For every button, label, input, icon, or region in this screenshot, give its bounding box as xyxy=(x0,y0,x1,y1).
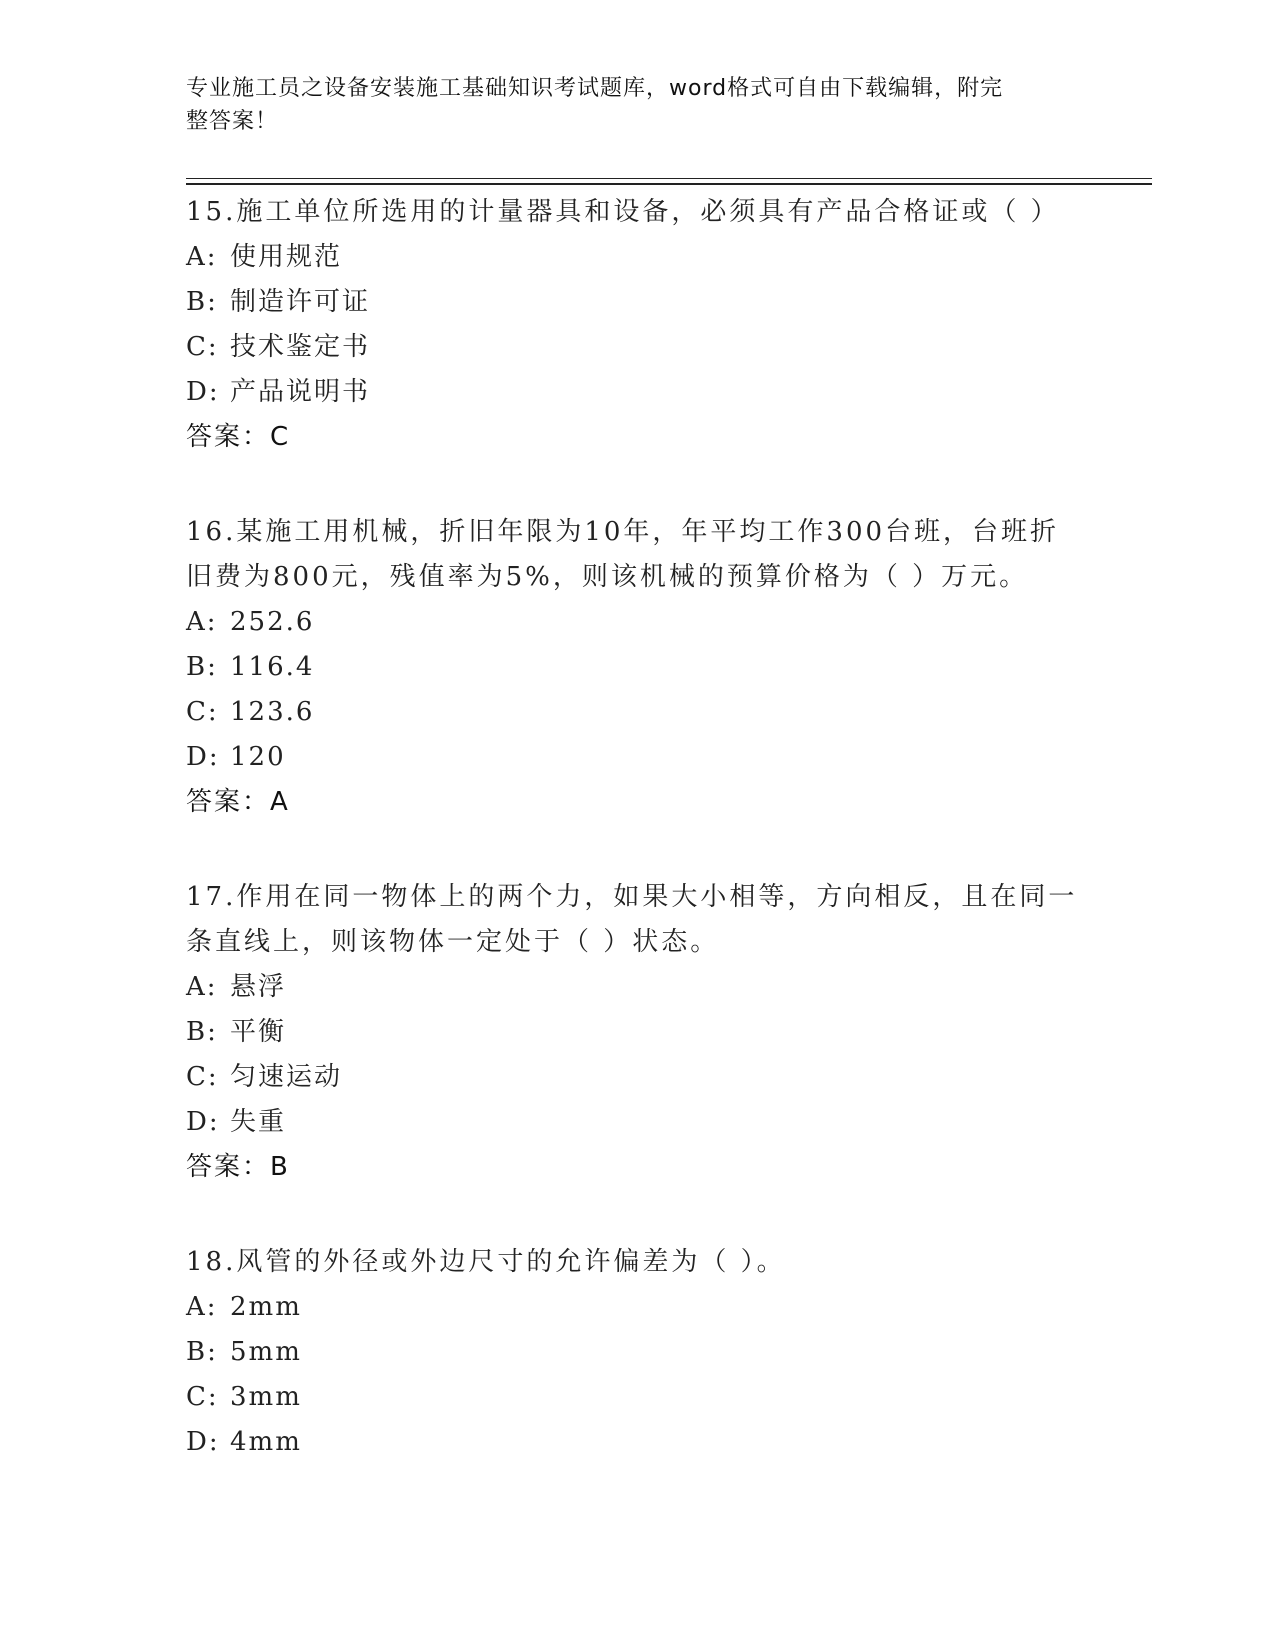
question-17 xyxy=(186,875,1086,1190)
question-list xyxy=(186,190,1086,1515)
option-a xyxy=(186,1285,1086,1330)
option-letter: A: xyxy=(186,972,218,1002)
option-b xyxy=(186,280,1086,325)
option-letter: B: xyxy=(186,652,218,682)
header-divider-thin xyxy=(186,178,1152,179)
option-a xyxy=(186,235,1086,280)
option-d xyxy=(186,1100,1086,1145)
option-c xyxy=(186,325,1086,370)
option-letter: A: xyxy=(186,242,218,272)
option-text: 2mm xyxy=(230,1292,302,1322)
question-15 xyxy=(186,190,1086,460)
answer-line: 答案：B xyxy=(186,1152,290,1182)
option-d xyxy=(186,370,1086,415)
option-c xyxy=(186,690,1086,735)
question-text: 17.作用在同一物体上的两个力，如果大小相等，方向相反，且在同一条直线上，则该物体一定处于（ ）状态。 xyxy=(186,882,1078,957)
option-text: 116.4 xyxy=(230,652,315,682)
option-text: 失重 xyxy=(230,1107,287,1137)
document-header xyxy=(186,72,1066,138)
option-b xyxy=(186,1330,1086,1375)
question-18 xyxy=(186,1240,1086,1465)
option-letter: C: xyxy=(186,1062,219,1092)
option-text: 4mm xyxy=(230,1427,302,1457)
option-d xyxy=(186,735,1086,780)
option-a xyxy=(186,600,1086,645)
option-text: 制造许可证 xyxy=(230,287,371,317)
option-text: 匀速运动 xyxy=(230,1062,343,1092)
option-d xyxy=(186,1420,1086,1465)
option-text: 使用规范 xyxy=(230,242,343,272)
option-letter: C: xyxy=(186,697,219,727)
option-text: 技术鉴定书 xyxy=(230,332,371,362)
option-b xyxy=(186,1010,1086,1055)
option-letter: C: xyxy=(186,1382,219,1412)
option-letter: C: xyxy=(186,332,219,362)
answer-line: 答案：C xyxy=(186,422,291,452)
option-letter: A: xyxy=(186,607,218,637)
option-letter: A: xyxy=(186,1292,218,1322)
option-letter: D: xyxy=(186,377,220,407)
answer-line: 答案：A xyxy=(186,787,290,817)
question-text: 15.施工单位所选用的计量器具和设备，必须具有产品合格证或（ ） xyxy=(186,197,1060,227)
option-text: 252.6 xyxy=(230,607,315,637)
option-text: 120 xyxy=(230,742,286,772)
header-divider-thick xyxy=(186,183,1152,185)
option-b xyxy=(186,645,1086,690)
option-letter: B: xyxy=(186,1337,218,1367)
question-text: 18.风管的外径或外边尺寸的允许偏差为（ ）。 xyxy=(186,1247,786,1277)
option-a xyxy=(186,965,1086,1010)
option-letter: D: xyxy=(186,1427,220,1457)
option-text: 悬浮 xyxy=(230,972,287,1002)
option-text: 产品说明书 xyxy=(230,377,371,407)
question-text: 16.某施工用机械，折旧年限为10年，年平均工作300台班，台班折旧费为800元，残值率为5%，则该机械的预算价格为（ ）万元。 xyxy=(186,517,1060,592)
option-text: 平衡 xyxy=(230,1017,287,1047)
header-line-2: 整答案！ xyxy=(186,109,279,134)
question-16 xyxy=(186,510,1086,825)
option-letter: B: xyxy=(186,1017,218,1047)
option-letter: B: xyxy=(186,287,218,317)
option-text: 5mm xyxy=(230,1337,302,1367)
option-letter: D: xyxy=(186,742,220,772)
option-text: 3mm xyxy=(230,1382,302,1412)
option-letter: D: xyxy=(186,1107,220,1137)
option-c xyxy=(186,1375,1086,1420)
option-text: 123.6 xyxy=(230,697,315,727)
header-line-1: 专业施工员之设备安装施工基础知识考试题库，word格式可自由下载编辑，附完 xyxy=(186,76,1004,101)
option-c xyxy=(186,1055,1086,1100)
